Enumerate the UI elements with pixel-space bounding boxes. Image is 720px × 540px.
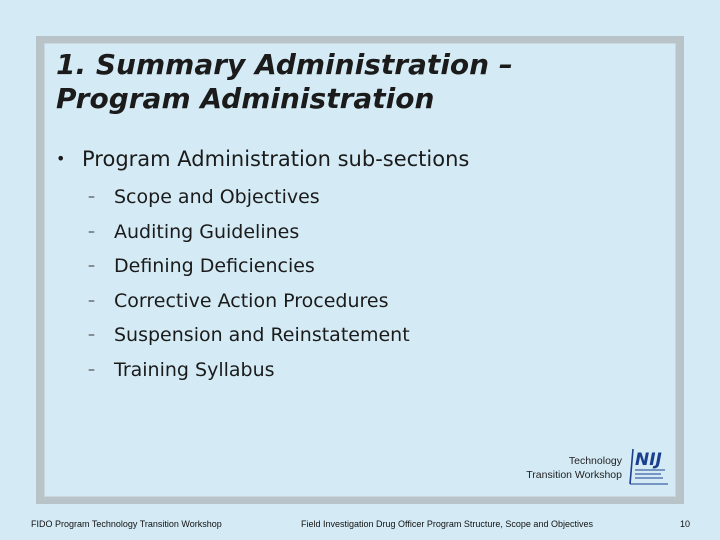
- list-item: [88, 322, 410, 357]
- bullet-dot-icon: •: [56, 149, 66, 168]
- page-number: 10: [680, 519, 691, 529]
- workshop-logo-text: [500, 454, 622, 482]
- dash-icon: –: [88, 223, 95, 240]
- list-item: [88, 184, 410, 219]
- nij-logo-icon: [628, 446, 670, 486]
- slide-title-line-1: 1. Summary Administration –: [56, 48, 513, 81]
- list-item-text: Defining Deficiencies: [114, 255, 315, 277]
- dash-icon: –: [88, 189, 95, 205]
- footer-middle: Field Investigation Drug Officer Program Structure, Scope and Objectives: [301, 519, 593, 529]
- dash-icon: –: [88, 292, 95, 309]
- nij-logo-mark: NIJ: [635, 450, 662, 470]
- sub-section-list: [88, 184, 410, 391]
- dash-icon: –: [88, 361, 95, 378]
- list-item-text: Auditing Guidelines: [114, 220, 300, 243]
- main-bullet: [56, 146, 469, 172]
- list-item-text: Suspension and Reinstatement: [114, 324, 410, 346]
- footer-left: FIDO Program Technology Transition Workshop: [31, 519, 222, 529]
- list-item-text: Training Syllabus: [114, 358, 275, 381]
- list-item: [88, 288, 410, 323]
- main-bullet-text: Program Administration sub-sections: [82, 147, 470, 171]
- list-item: [88, 219, 410, 254]
- slide-title: [56, 48, 656, 116]
- list-item-text: Corrective Action Procedures: [114, 289, 389, 312]
- slide-title-line-2: Program Administration: [56, 82, 435, 115]
- logo-line-2: Transition Workshop: [526, 469, 622, 481]
- list-item: [88, 253, 410, 288]
- list-item-text: Scope and Objectives: [114, 186, 320, 208]
- dash-icon: –: [88, 327, 95, 343]
- dash-icon: –: [88, 258, 95, 274]
- list-item: [88, 357, 410, 392]
- logo-line-1: Technology: [568, 455, 622, 467]
